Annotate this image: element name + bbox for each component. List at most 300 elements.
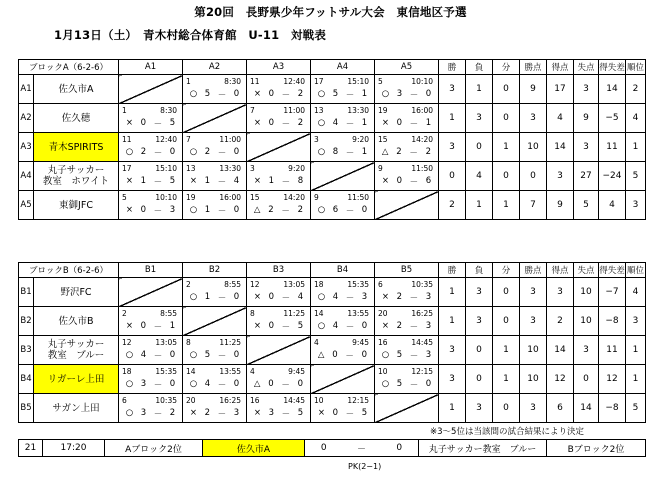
match-number: 1	[186, 77, 191, 86]
match-time: 15:35	[155, 367, 177, 376]
team-name: 佐久穂	[34, 104, 119, 133]
block-b-table	[18, 262, 646, 423]
match-score	[183, 147, 246, 159]
match-time: 17:20	[43, 440, 105, 457]
score-part: －	[409, 120, 419, 130]
match-cell	[119, 191, 183, 220]
match-number: 1	[122, 106, 127, 115]
result-mark: ○	[381, 350, 390, 360]
tiebreak-note: ※3～5位は当該間の試合結果により決定	[430, 427, 584, 437]
result-mark: ○	[189, 379, 198, 389]
match-score	[247, 321, 310, 333]
match-cell	[375, 307, 439, 336]
score-part: －	[345, 294, 355, 304]
score-part: －	[217, 410, 227, 420]
self-match-diagonal	[183, 104, 247, 133]
match-cell	[311, 191, 375, 220]
match-time: 10:10	[155, 193, 178, 202]
match-number: 18	[314, 280, 324, 289]
result-mark: ×	[125, 118, 133, 128]
score-part: 2	[297, 118, 304, 128]
stat-value: 14	[547, 336, 574, 365]
score-part: －	[345, 323, 355, 333]
stat-value: 0	[493, 75, 520, 104]
score-part: 5	[204, 89, 211, 99]
stat-header: 勝	[439, 263, 466, 278]
stat-value: 3	[574, 336, 599, 365]
match-number: 2	[122, 309, 127, 318]
stat-value: 10	[574, 307, 599, 336]
score-part: 5	[332, 89, 339, 99]
stat-header: 負	[466, 263, 493, 278]
match-number: 10	[378, 367, 388, 376]
score-part: 0	[268, 379, 274, 389]
score-part: 0	[396, 118, 402, 128]
column-header: A4	[311, 60, 375, 75]
match-time: 12:15	[347, 396, 369, 405]
match-score	[375, 118, 438, 130]
match-time: 11:00	[283, 106, 306, 115]
score-part: 2	[297, 205, 304, 215]
result-mark: ×	[253, 408, 261, 418]
match-score	[311, 147, 374, 159]
score-part: 0	[361, 205, 368, 215]
row-code: A4	[19, 162, 34, 191]
result-mark: △	[317, 350, 325, 360]
score-part: 3	[396, 89, 403, 99]
result-mark: ○	[381, 379, 390, 389]
column-header: B1	[119, 263, 183, 278]
match-number: 14	[314, 309, 324, 318]
match-number: 16	[250, 396, 260, 405]
table-row	[19, 162, 646, 191]
score-part: 1	[204, 176, 210, 186]
match-cell	[311, 75, 375, 104]
match-time: 12:15	[411, 367, 433, 376]
match-time: 14:45	[411, 338, 433, 347]
score-part: 0	[268, 118, 274, 128]
score-part: 0	[361, 321, 368, 331]
match-score	[119, 205, 182, 217]
match-cell	[119, 307, 183, 336]
self-match-diagonal	[375, 394, 439, 423]
match-cell	[247, 75, 311, 104]
stat-value: 1	[626, 336, 646, 365]
match-cell	[247, 191, 311, 220]
match-time: 11:50	[411, 164, 434, 173]
stat-value: 2	[439, 191, 466, 220]
match-time: 14:20	[411, 135, 434, 144]
match-time: 13:30	[347, 106, 370, 115]
page-title: 第20回 長野県少年フットサル大会 東信地区予選	[194, 5, 467, 19]
result-mark: △	[381, 147, 389, 157]
match-score	[119, 350, 182, 362]
row-code: B3	[19, 336, 34, 365]
result-mark: ○	[125, 379, 134, 389]
score-part: －	[409, 323, 419, 333]
score-part: －	[153, 352, 163, 362]
match-time: 11:25	[283, 309, 305, 318]
match-score	[183, 379, 246, 391]
match-score	[375, 147, 438, 159]
match-score	[119, 408, 182, 420]
score-part: 0	[332, 408, 338, 418]
stat-value: −7	[599, 278, 626, 307]
score-part: 0	[425, 379, 432, 389]
match-number: 15	[250, 193, 260, 202]
score-part: －	[217, 294, 227, 304]
self-match-diagonal	[311, 162, 375, 191]
score-part: －	[153, 178, 163, 188]
score-part: 4	[332, 292, 339, 302]
score-part: 3	[268, 408, 274, 418]
score-part: －	[345, 207, 355, 217]
score-part: 3	[425, 292, 432, 302]
score-part: 4	[332, 118, 339, 128]
team-name: 佐久市B	[34, 307, 119, 336]
match-time: 10:35	[155, 396, 177, 405]
match-time: 11:50	[347, 193, 370, 202]
stat-value: 3	[466, 394, 493, 423]
match-cell	[375, 133, 439, 162]
score-part: 0	[140, 321, 146, 331]
result-mark: ○	[189, 350, 198, 360]
match-cell	[375, 75, 439, 104]
match-time: 13:55	[219, 367, 241, 376]
match-score	[375, 321, 438, 333]
match-number: 9	[314, 193, 319, 202]
score-part: －	[217, 91, 227, 101]
match-time: 12:40	[283, 77, 306, 86]
result-mark: ○	[317, 321, 326, 331]
score-part: 1	[204, 292, 211, 302]
stat-value: 1	[466, 191, 493, 220]
result-mark: ○	[125, 408, 134, 418]
row-code: B2	[19, 307, 34, 336]
match-time: 13:30	[219, 164, 242, 173]
match-cell	[375, 104, 439, 133]
column-header: B2	[183, 263, 247, 278]
match-cell	[183, 278, 247, 307]
row-code: A1	[19, 75, 34, 104]
row-code: B4	[19, 365, 34, 394]
result-mark: ×	[189, 176, 197, 186]
stat-header: 得失差	[599, 263, 626, 278]
score-part: 3	[169, 205, 176, 215]
score-part: 1	[169, 321, 176, 331]
stat-value: 1	[493, 365, 520, 394]
stat-value: 3	[439, 133, 466, 162]
match-time: 14:20	[283, 193, 306, 202]
match-time: 8:30	[224, 77, 242, 86]
stat-value: 3	[520, 278, 547, 307]
score-part: 1	[268, 176, 274, 186]
match-score	[183, 205, 246, 217]
result-mark: ×	[125, 205, 133, 215]
stat-value: 1	[493, 191, 520, 220]
match-cell	[375, 278, 439, 307]
match-number: 5	[122, 193, 127, 202]
match-number: 20	[186, 396, 196, 405]
match-score	[183, 89, 246, 101]
match-number: 20	[378, 309, 388, 318]
match-score	[119, 118, 182, 130]
result-mark: ○	[189, 147, 198, 157]
self-match-diagonal	[119, 75, 183, 104]
team-name	[34, 336, 119, 365]
match-score	[247, 118, 310, 130]
match-cell	[183, 162, 247, 191]
row-code: A5	[19, 191, 34, 220]
match-time: 15:10	[347, 77, 370, 86]
stat-header: 勝	[439, 60, 466, 75]
block-header: ブロックA（6-2-6）	[19, 60, 119, 75]
score-part: 1	[140, 176, 146, 186]
score-part: 3	[361, 292, 368, 302]
stat-value: 3	[466, 307, 493, 336]
match-number: 21	[19, 440, 43, 457]
score-part: 0	[425, 89, 432, 99]
match-score	[375, 292, 438, 304]
stat-value: 17	[547, 75, 574, 104]
match-number: 8	[186, 338, 191, 347]
score-part: 5	[169, 118, 176, 128]
score-part: 2	[425, 147, 432, 157]
score-part: －	[345, 352, 354, 362]
match-number: 2	[186, 280, 191, 289]
match-number: 18	[122, 367, 132, 376]
score-part: 4	[140, 350, 147, 360]
result-mark: ○	[189, 89, 198, 99]
score-part: 0	[169, 379, 176, 389]
stat-value: 1	[439, 104, 466, 133]
match-number: 17	[122, 164, 132, 173]
match-score	[247, 176, 310, 188]
match-number: 3	[250, 164, 255, 173]
stat-value: 14	[547, 133, 574, 162]
match-score	[311, 89, 374, 101]
match-time: 9:45	[288, 367, 305, 376]
match-score	[247, 408, 310, 420]
result-mark: ×	[189, 408, 197, 418]
result-mark: ○	[317, 292, 326, 302]
match-cell	[183, 394, 247, 423]
result-mark: △	[253, 205, 261, 215]
block-header: ブロックB（6-2-6）	[19, 263, 119, 278]
score-part: 2	[169, 408, 176, 418]
stat-value: 10	[520, 336, 547, 365]
score-part: 0	[233, 89, 240, 99]
stat-header: 得失差	[599, 60, 626, 75]
match-cell	[119, 133, 183, 162]
score-part: －	[281, 91, 291, 101]
match-number: 8	[250, 309, 255, 318]
match-time: 8:55	[160, 309, 177, 318]
match-score	[247, 89, 310, 101]
score-part: 0	[268, 321, 274, 331]
stat-value: 6	[547, 394, 574, 423]
stat-value: 5	[626, 162, 646, 191]
column-header: B3	[247, 263, 311, 278]
result-mark: ×	[125, 321, 133, 331]
result-mark: ○	[317, 89, 326, 99]
stat-value: 1	[439, 394, 466, 423]
match-number: 6	[378, 280, 383, 289]
stat-value: 0	[520, 162, 547, 191]
match-cell	[247, 365, 311, 394]
score-part: 3	[233, 408, 240, 418]
score-part: －	[281, 120, 291, 130]
stat-value: 4	[547, 104, 574, 133]
score-part: －	[345, 410, 355, 420]
match-number: 6	[122, 396, 127, 405]
result-mark: ○	[317, 205, 326, 215]
match-time: 9:20	[352, 135, 370, 144]
stat-value: 3	[520, 394, 547, 423]
stat-value: 4	[626, 278, 646, 307]
match-score	[247, 379, 310, 391]
stat-value: 5	[626, 394, 646, 423]
right-score: 0	[381, 440, 419, 457]
score-part: 5	[361, 408, 368, 418]
score-part: 3	[425, 321, 432, 331]
table-row	[19, 133, 646, 162]
stat-value: 1	[493, 133, 520, 162]
match-score	[375, 89, 438, 101]
result-mark: ○	[317, 118, 326, 128]
stat-value: 3	[520, 104, 547, 133]
score-part: －	[153, 323, 163, 333]
score-part: 0	[169, 350, 176, 360]
stat-value: 14	[574, 394, 599, 423]
match-cell	[247, 104, 311, 133]
match-score	[119, 379, 182, 391]
stat-value: 1	[626, 133, 646, 162]
left-score: 0	[305, 440, 343, 457]
score-part: 5	[297, 321, 304, 331]
pk-result: PK(2−1)	[348, 462, 382, 471]
score-part: －	[345, 91, 355, 101]
stat-value: 0	[493, 278, 520, 307]
match-score	[311, 350, 374, 362]
match-score	[375, 379, 438, 391]
stat-value: 3	[626, 307, 646, 336]
score-part: －	[409, 381, 419, 391]
score-part: －	[409, 352, 419, 362]
stat-value: −8	[599, 307, 626, 336]
team-name: サガン上田	[34, 394, 119, 423]
match-number: 4	[250, 367, 255, 376]
column-header: A1	[119, 60, 183, 75]
match-time: 16:25	[411, 309, 433, 318]
match-cell	[311, 307, 375, 336]
stat-header: 得点	[547, 60, 574, 75]
stat-value: 3	[547, 278, 574, 307]
team-name: 青木SPIRITS	[34, 133, 119, 162]
match-score	[119, 176, 182, 188]
score-part: －	[409, 91, 419, 101]
block-a-table	[18, 59, 646, 220]
result-mark: ×	[381, 292, 389, 302]
score-part: 5	[204, 350, 211, 360]
match-number: 5	[378, 77, 383, 86]
match-score	[375, 350, 438, 362]
match-score	[311, 408, 374, 420]
match-score	[183, 176, 246, 188]
stat-value: 1	[466, 75, 493, 104]
result-mark: ○	[125, 147, 134, 157]
match-score	[311, 292, 374, 304]
score-part: －	[281, 323, 291, 333]
team-name-line: 丸子サッカー	[47, 165, 105, 176]
score-part: 4	[332, 321, 339, 331]
score-part: 6	[332, 205, 339, 215]
result-mark: ○	[125, 350, 134, 360]
match-number: 19	[378, 106, 388, 115]
stat-value: 11	[599, 336, 626, 365]
self-match-diagonal	[247, 336, 311, 365]
result-mark: ○	[189, 205, 198, 215]
stat-value: 12	[547, 365, 574, 394]
stat-value: 1	[439, 307, 466, 336]
match-number: 19	[186, 193, 196, 202]
stat-value: 4	[599, 191, 626, 220]
stat-value: −5	[599, 104, 626, 133]
score-part: 8	[297, 176, 304, 186]
result-mark: ○	[189, 292, 198, 302]
match-time: 9:45	[352, 338, 369, 347]
match-cell	[119, 365, 183, 394]
stat-value: 3	[547, 162, 574, 191]
score-part: －	[281, 294, 291, 304]
match-cell	[119, 336, 183, 365]
score-part: 1	[361, 118, 368, 128]
match-cell	[375, 162, 439, 191]
match-cell	[183, 365, 247, 394]
match-score	[183, 408, 246, 420]
self-match-diagonal	[311, 365, 375, 394]
score-part: 2	[140, 147, 147, 157]
score-part: 0	[233, 205, 240, 215]
score-part: 5	[396, 379, 403, 389]
match-time: 11:00	[219, 135, 242, 144]
table-row	[19, 104, 646, 133]
match-time: 10:35	[411, 280, 433, 289]
stat-header: 負	[466, 60, 493, 75]
match-number: 12	[250, 280, 260, 289]
stat-header: 得点	[547, 263, 574, 278]
row-code: A3	[19, 133, 34, 162]
result-mark: ○	[317, 147, 326, 157]
match-number: 13	[186, 164, 196, 173]
score-part: 5	[396, 350, 403, 360]
match-cell	[183, 133, 247, 162]
column-header: A5	[375, 60, 439, 75]
stat-value: 9	[547, 191, 574, 220]
header-row	[19, 263, 646, 278]
stat-value: 9	[574, 104, 599, 133]
score-part: －	[409, 178, 419, 188]
score-part: 5	[169, 176, 176, 186]
match-cell	[375, 365, 439, 394]
stat-header: 分	[493, 263, 520, 278]
match-time: 14:45	[283, 396, 305, 405]
match-cell	[247, 278, 311, 307]
stat-value: 27	[574, 162, 599, 191]
result-mark: ○	[381, 89, 390, 99]
table-row	[19, 365, 646, 394]
match-score	[183, 292, 246, 304]
